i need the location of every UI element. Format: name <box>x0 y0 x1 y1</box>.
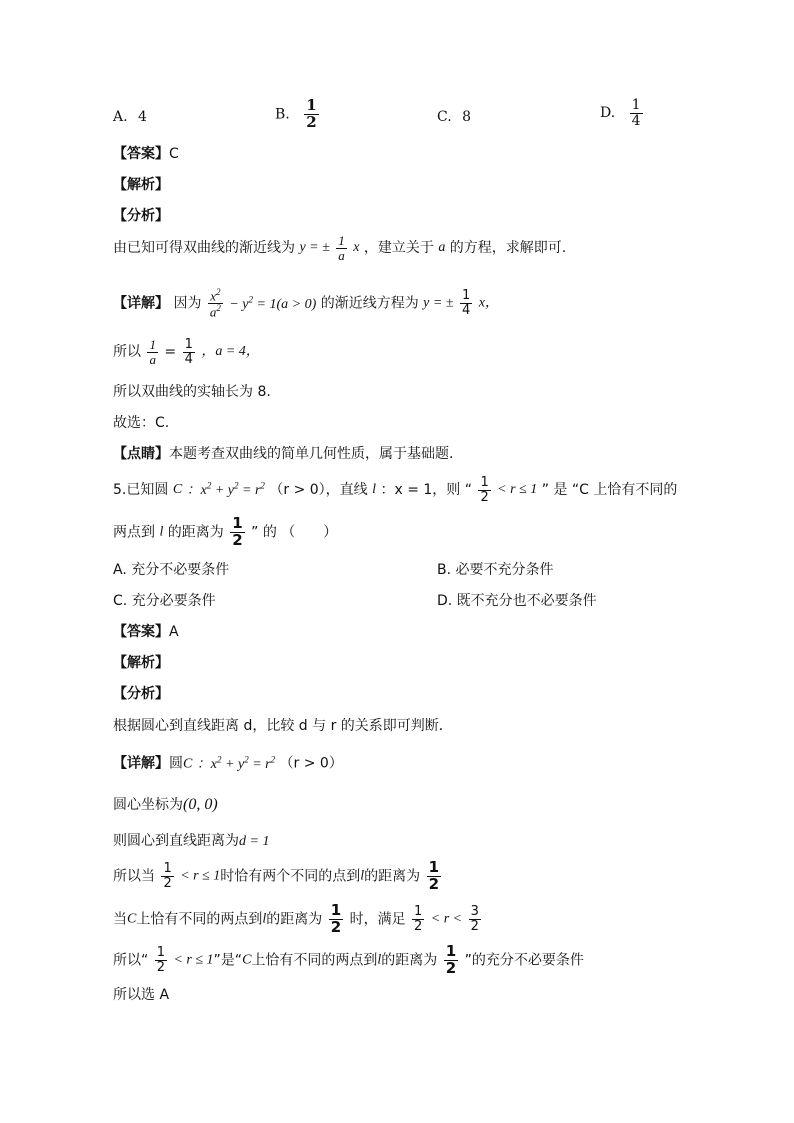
concl-mid: ”是“ <box>213 952 243 969</box>
concl-post: ”的充分不必要条件 <box>464 952 584 969</box>
when-frac <box>161 862 173 890</box>
c-l: l <box>262 911 267 927</box>
fenxi-mid: ，建立关于 <box>363 240 434 257</box>
q5-eq3: = r <box>242 483 261 499</box>
q4-note <box>113 447 453 461</box>
answer-value: C <box>169 146 179 162</box>
concl-frac <box>155 946 167 974</box>
option-d-num: 1 <box>631 97 641 113</box>
so1-post: ，a = 4， <box>201 344 260 360</box>
q5-l2-l: l <box>159 524 164 540</box>
q5-l2-mid: 的距离为 <box>167 524 224 541</box>
detail-den: 4 <box>461 302 471 318</box>
c-num3: 3 <box>470 904 479 920</box>
q5-detail: 【详解】圆C ：$x^2 + y^2 = r^2$ （r > 0） <box>113 754 343 772</box>
detail-tag: 【详解】 <box>113 295 169 312</box>
when-mid: 时恰有两个不同的点到 <box>220 868 361 885</box>
option-b-fraction <box>304 98 318 131</box>
option-b-num: 1 <box>306 96 317 114</box>
q5-detail-pre: 圆 <box>169 755 183 772</box>
q4-choose: 故选：C. <box>113 415 170 431</box>
q5-option-b: B. 必要不充分条件 <box>437 562 554 578</box>
when-pre: 所以当 <box>113 868 155 885</box>
q5-line2 <box>113 516 337 549</box>
q5-den: 2 <box>480 489 489 505</box>
option-d <box>600 98 645 128</box>
so1-num1: 1 <box>149 337 156 352</box>
so1-den2: 4 <box>184 351 193 367</box>
q4-answer <box>113 147 179 161</box>
c-frac <box>329 903 343 936</box>
q5-detail-cond: （r > 0） <box>279 755 343 772</box>
q5-l2-frac <box>230 516 244 549</box>
q4-fenxi-text <box>113 234 566 262</box>
detail-eq: y = ± <box>423 295 454 311</box>
dist-label: 则圆心到直线距离为 <box>113 833 239 849</box>
q5-l: l <box>372 482 376 498</box>
q5-l2-den: 2 <box>232 530 243 549</box>
q5-option-c: C. 充分必要条件 <box>113 593 216 609</box>
q5-detail-eq3: = r <box>252 756 271 772</box>
detail-pre: 因为 <box>173 295 202 312</box>
q5-conclusion <box>113 944 584 977</box>
q5-l2-num: 1 <box>232 514 243 532</box>
q5-analysis-tag: 【解析】 <box>113 655 169 671</box>
concl-den2: 2 <box>445 958 457 977</box>
q5-option-a: A. 充分不必要条件 <box>113 562 230 578</box>
concl-ineq: < r ≤ 1 <box>173 952 214 968</box>
when-num: 1 <box>163 861 172 877</box>
q5-answer-tag: 【答案】 <box>113 624 169 640</box>
when-ineq: < r ≤ 1 <box>180 868 221 884</box>
q5-fenxi-tag: 【分析】 <box>113 686 169 702</box>
q5-c: C <box>172 482 183 498</box>
c-c: C <box>127 911 137 927</box>
so1-frac1 <box>147 338 158 366</box>
concl-mid3: 的距离为 <box>381 952 438 969</box>
c-mid: 上恰有不同的两点到 <box>136 911 263 928</box>
concl-mid2: 上恰有不同的两点到 <box>251 952 378 969</box>
q5-ineq: < r ≤ 1 <box>497 482 538 498</box>
q5-cond: （r > 0），直线 <box>269 482 368 499</box>
c-pre: 当 <box>113 911 127 928</box>
concl-l: l <box>377 952 382 968</box>
q5-eq2: + y <box>214 483 234 499</box>
q5-answer-value: A <box>169 624 179 640</box>
center-label: 圆心坐标为 <box>113 797 183 813</box>
fenxi-fraction <box>336 234 347 262</box>
q5-l2-post: ” 的 （ ） <box>251 524 338 541</box>
detail-num: 1 <box>461 288 471 304</box>
when-num2: 1 <box>428 858 440 876</box>
fenxi-post: 的方程，求解即可. <box>449 240 567 257</box>
q5-eq: ：x <box>186 483 207 499</box>
so1-den1: a <box>149 351 156 367</box>
option-a <box>113 110 147 124</box>
option-d-den: 4 <box>631 112 641 129</box>
so1-frac2 <box>183 338 195 366</box>
q5-final: 所以选 A <box>113 987 170 1003</box>
q4-detail: 【详解】 因为 $\frac{x^2}{a^2}$ − $y^2 = 1(a > 0)$ 的渐近线方程为 y = ± $\frac{1}{4}$ x， <box>113 287 499 320</box>
detail-mid1: − y <box>229 296 249 312</box>
q5-when <box>113 860 443 893</box>
fenxi-pre: 由已知可得双曲线的渐近线为 <box>113 240 295 257</box>
option-a-label: A. <box>113 109 128 125</box>
concl-pre: 所以“ <box>113 952 149 969</box>
option-d-label: D. <box>600 105 616 122</box>
c-frac3 <box>469 905 481 933</box>
so1-num2: 1 <box>184 337 193 352</box>
note-tag: 【点睛】 <box>113 446 169 462</box>
when-den: 2 <box>163 875 172 891</box>
c-den: 2 <box>330 917 342 936</box>
detail-mid3: 的渐近线方程为 <box>320 295 419 312</box>
q5-line1: 5.已知圆 C ：$x^2 + y^2 = r^2$ （r > 0），直线 l ：x = 1，则 “ $\frac{1}{2}$ < r ≤ 1 ” 是 “C 上恰有不同的 <box>113 475 678 505</box>
concl-den: 2 <box>156 959 165 975</box>
q4-so1 <box>113 338 260 366</box>
when-l: l <box>360 868 365 884</box>
concl-num: 1 <box>156 945 165 961</box>
q4-analysis-tag: 【解析】 <box>113 177 169 193</box>
q5-l2-pre: 两点到 <box>113 524 155 541</box>
q5-detail-eq2: + y <box>225 756 245 772</box>
c-den2: 2 <box>414 918 423 934</box>
q5-fenxi: 根据圆心到直线距离 d，比较 d 与 r 的关系即可判断． <box>113 718 453 734</box>
q5-frac <box>478 476 490 504</box>
fenxi-a: a <box>438 240 446 256</box>
answer-tag: 【答案】 <box>113 146 169 162</box>
q5-answer <box>113 625 179 639</box>
option-c-value: 8 <box>462 109 472 125</box>
q5-detail-tag: 【详解】 <box>113 755 169 772</box>
concl-num2: 1 <box>445 942 457 960</box>
c-num2: 1 <box>414 904 423 920</box>
q5-c-line <box>113 903 483 936</box>
q5-dist <box>113 834 269 849</box>
c-lt: < r < <box>430 911 463 927</box>
c-den3: 2 <box>470 918 479 934</box>
when-mid2: 的距离为 <box>364 868 421 885</box>
so1-eq: = <box>164 344 177 361</box>
c-frac2 <box>412 905 424 933</box>
when-den2: 2 <box>428 874 440 893</box>
note-text: 本题考查双曲线的简单几何性质，属于基础题. <box>169 446 454 462</box>
q5-pre: 5.已知圆 <box>113 482 169 499</box>
fenxi-num: 1 <box>338 233 345 248</box>
when-frac2 <box>427 860 441 893</box>
fenxi-den: a <box>338 247 345 263</box>
q5-detail-c: C <box>183 756 193 772</box>
q4-fenxi-tag: 【分析】 <box>113 208 169 224</box>
c-num: 1 <box>330 901 342 919</box>
q4-so2: 所以双曲线的实轴长为 8. <box>113 384 271 400</box>
c-mid3: 时，满足 <box>349 911 406 928</box>
detail-x: x， <box>478 295 499 311</box>
detail-x2: x <box>210 288 217 304</box>
detail-fraction2 <box>460 289 472 317</box>
option-b-label: B. <box>275 106 290 123</box>
q5-leq: ：x = 1，则 “ <box>380 482 472 499</box>
center-value: (0, 0) <box>183 796 218 813</box>
detail-mid2: = 1(a > 0) <box>256 296 317 312</box>
detail-a2: a <box>209 304 217 320</box>
q5-option-d: D. 既不充分也不必要条件 <box>437 593 597 609</box>
option-a-value: 4 <box>138 109 147 125</box>
fenxi-x: x <box>353 240 360 256</box>
option-d-fraction <box>630 98 643 128</box>
q5-post: ” 是 “C 上恰有不同的 <box>541 482 678 499</box>
option-c-label: C. <box>437 109 452 125</box>
q5-center <box>113 797 218 813</box>
c-mid2: 的距离为 <box>266 911 323 928</box>
option-b-den: 2 <box>306 112 317 131</box>
detail-fraction: $\frac{x^2}{a^2}$ <box>209 287 221 320</box>
dist-value: d = 1 <box>239 834 270 849</box>
fenxi-eq: y = ± <box>299 240 330 256</box>
q5-num: 1 <box>480 475 489 490</box>
concl-c: C <box>242 952 252 968</box>
option-c <box>437 110 471 124</box>
concl-frac2 <box>444 944 458 977</box>
q5-detail-eq: ：x <box>196 756 218 772</box>
so1-pre: 所以 <box>113 344 141 361</box>
option-b <box>275 98 321 131</box>
